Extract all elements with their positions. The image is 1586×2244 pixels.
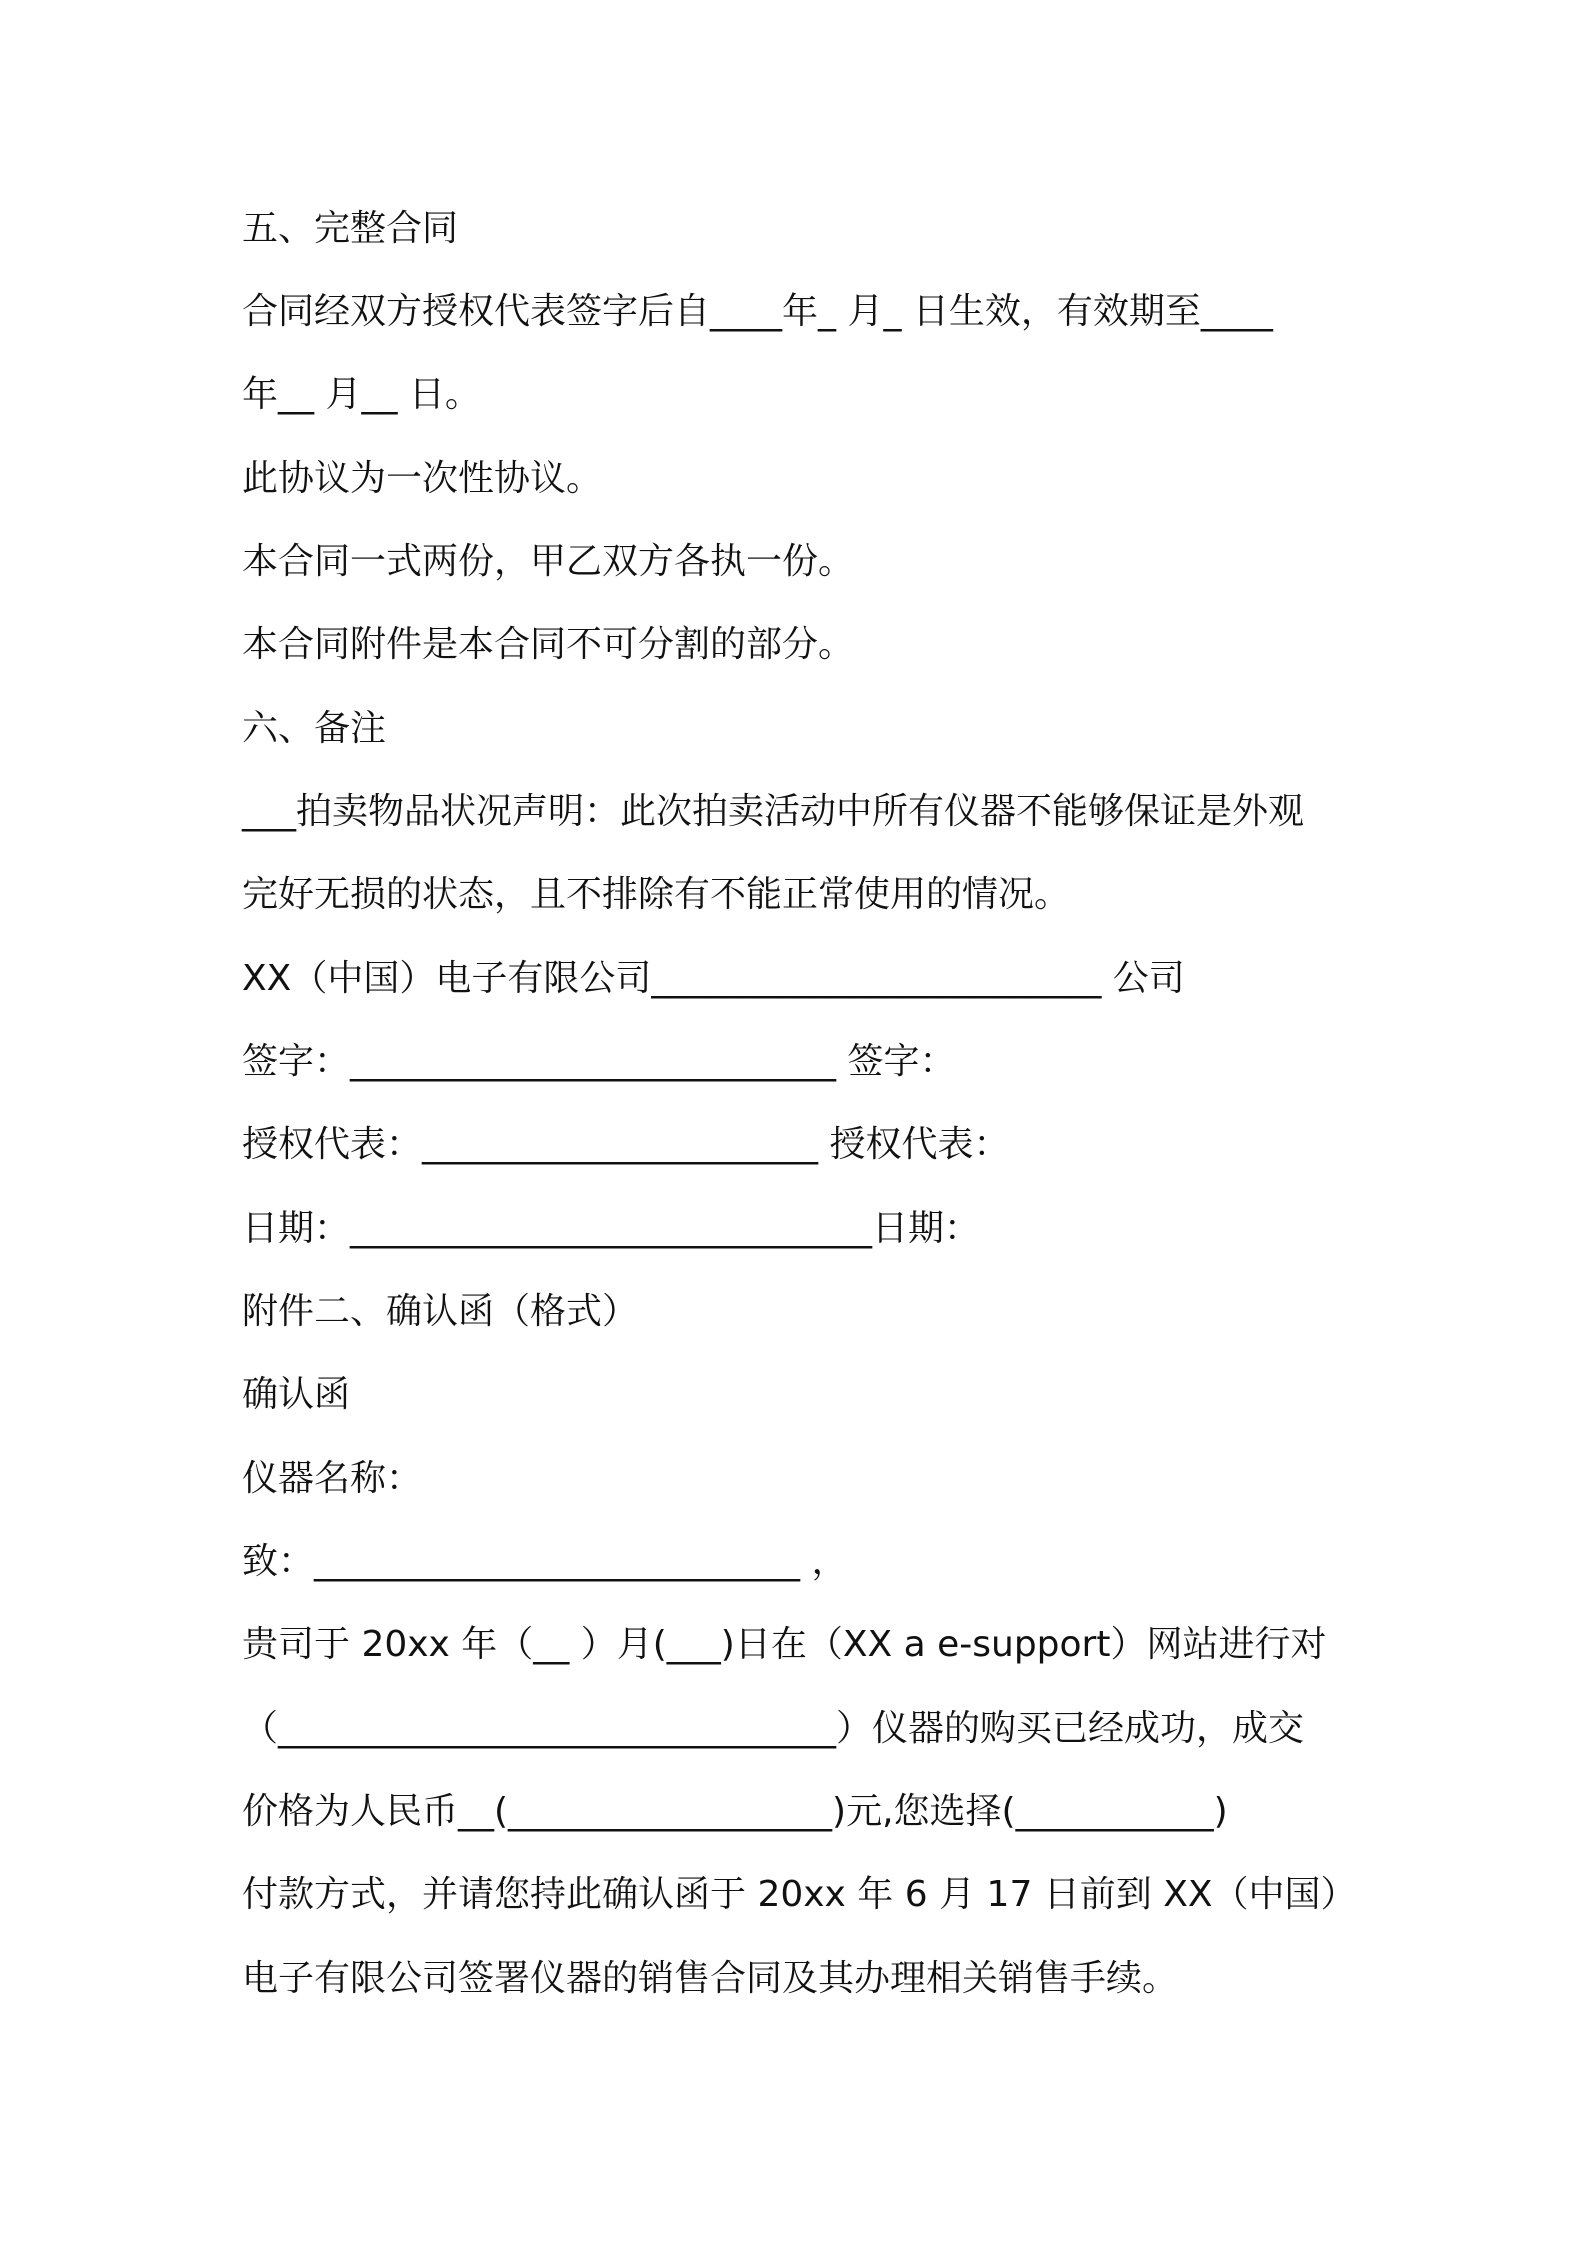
paragraph-effective-date: 合同经双方授权代表签字后自____年_ 月_ 日生效，有效期至____ [242, 291, 1273, 332]
signature-company-line: XX（中国）电子有限公司_________________________ 公司 [242, 958, 1185, 999]
paragraph-effective-date-cont: 年__ 月__ 日。 [242, 374, 481, 415]
instrument-name-line: 仪器名称： [242, 1458, 423, 1499]
paragraph-condition-statement: ___拍卖物品状况声明：此次拍卖活动中所有仪器不能够保证是外观 [242, 791, 1305, 832]
paragraph-attachments: 本合同附件是本合同不可分割的部分。 [242, 624, 855, 665]
section-heading-complete-contract: 五、完整合同 [242, 208, 459, 249]
signature-sign-line: 签字：___________________________ 签字： [242, 1041, 956, 1082]
addressee-line: 致：___________________________ ， [242, 1541, 848, 1582]
paragraph-one-time-agreement: 此协议为一次性协议。 [242, 458, 603, 499]
letter-body-line-2: （_______________________________）仪器的购买已经成功，成交 [242, 1708, 1305, 1749]
letter-body-line-4: 付款方式，并请您持此确认函于 20xx 年 6 月 17 日前到 XX（中国） [242, 1874, 1357, 1915]
signature-representative-line: 授权代表：______________________ 授权代表： [242, 1124, 1010, 1165]
confirmation-letter-title: 确认函 [242, 1374, 351, 1415]
letter-body-line-1: 贵司于 20xx 年（__ ）月(___)日在（XX a e-support）网站进行对 [242, 1624, 1327, 1665]
paragraph-copies: 本合同一式两份，甲乙双方各执一份。 [242, 541, 855, 582]
letter-body-line-5: 电子有限公司签署仪器的销售合同及其办理相关销售手续。 [242, 1958, 1179, 1999]
attachment-heading: 附件二、确认函（格式） [242, 1291, 639, 1332]
section-heading-remarks: 六、备注 [242, 708, 387, 749]
paragraph-condition-statement-cont: 完好无损的状态，且不排除有不能正常使用的情况。 [242, 874, 1071, 915]
letter-body-line-3: 价格为人民币__(__________________)元,您选择(___________) [242, 1791, 1228, 1832]
signature-date-line: 日期：_____________________________日期： [242, 1208, 981, 1249]
